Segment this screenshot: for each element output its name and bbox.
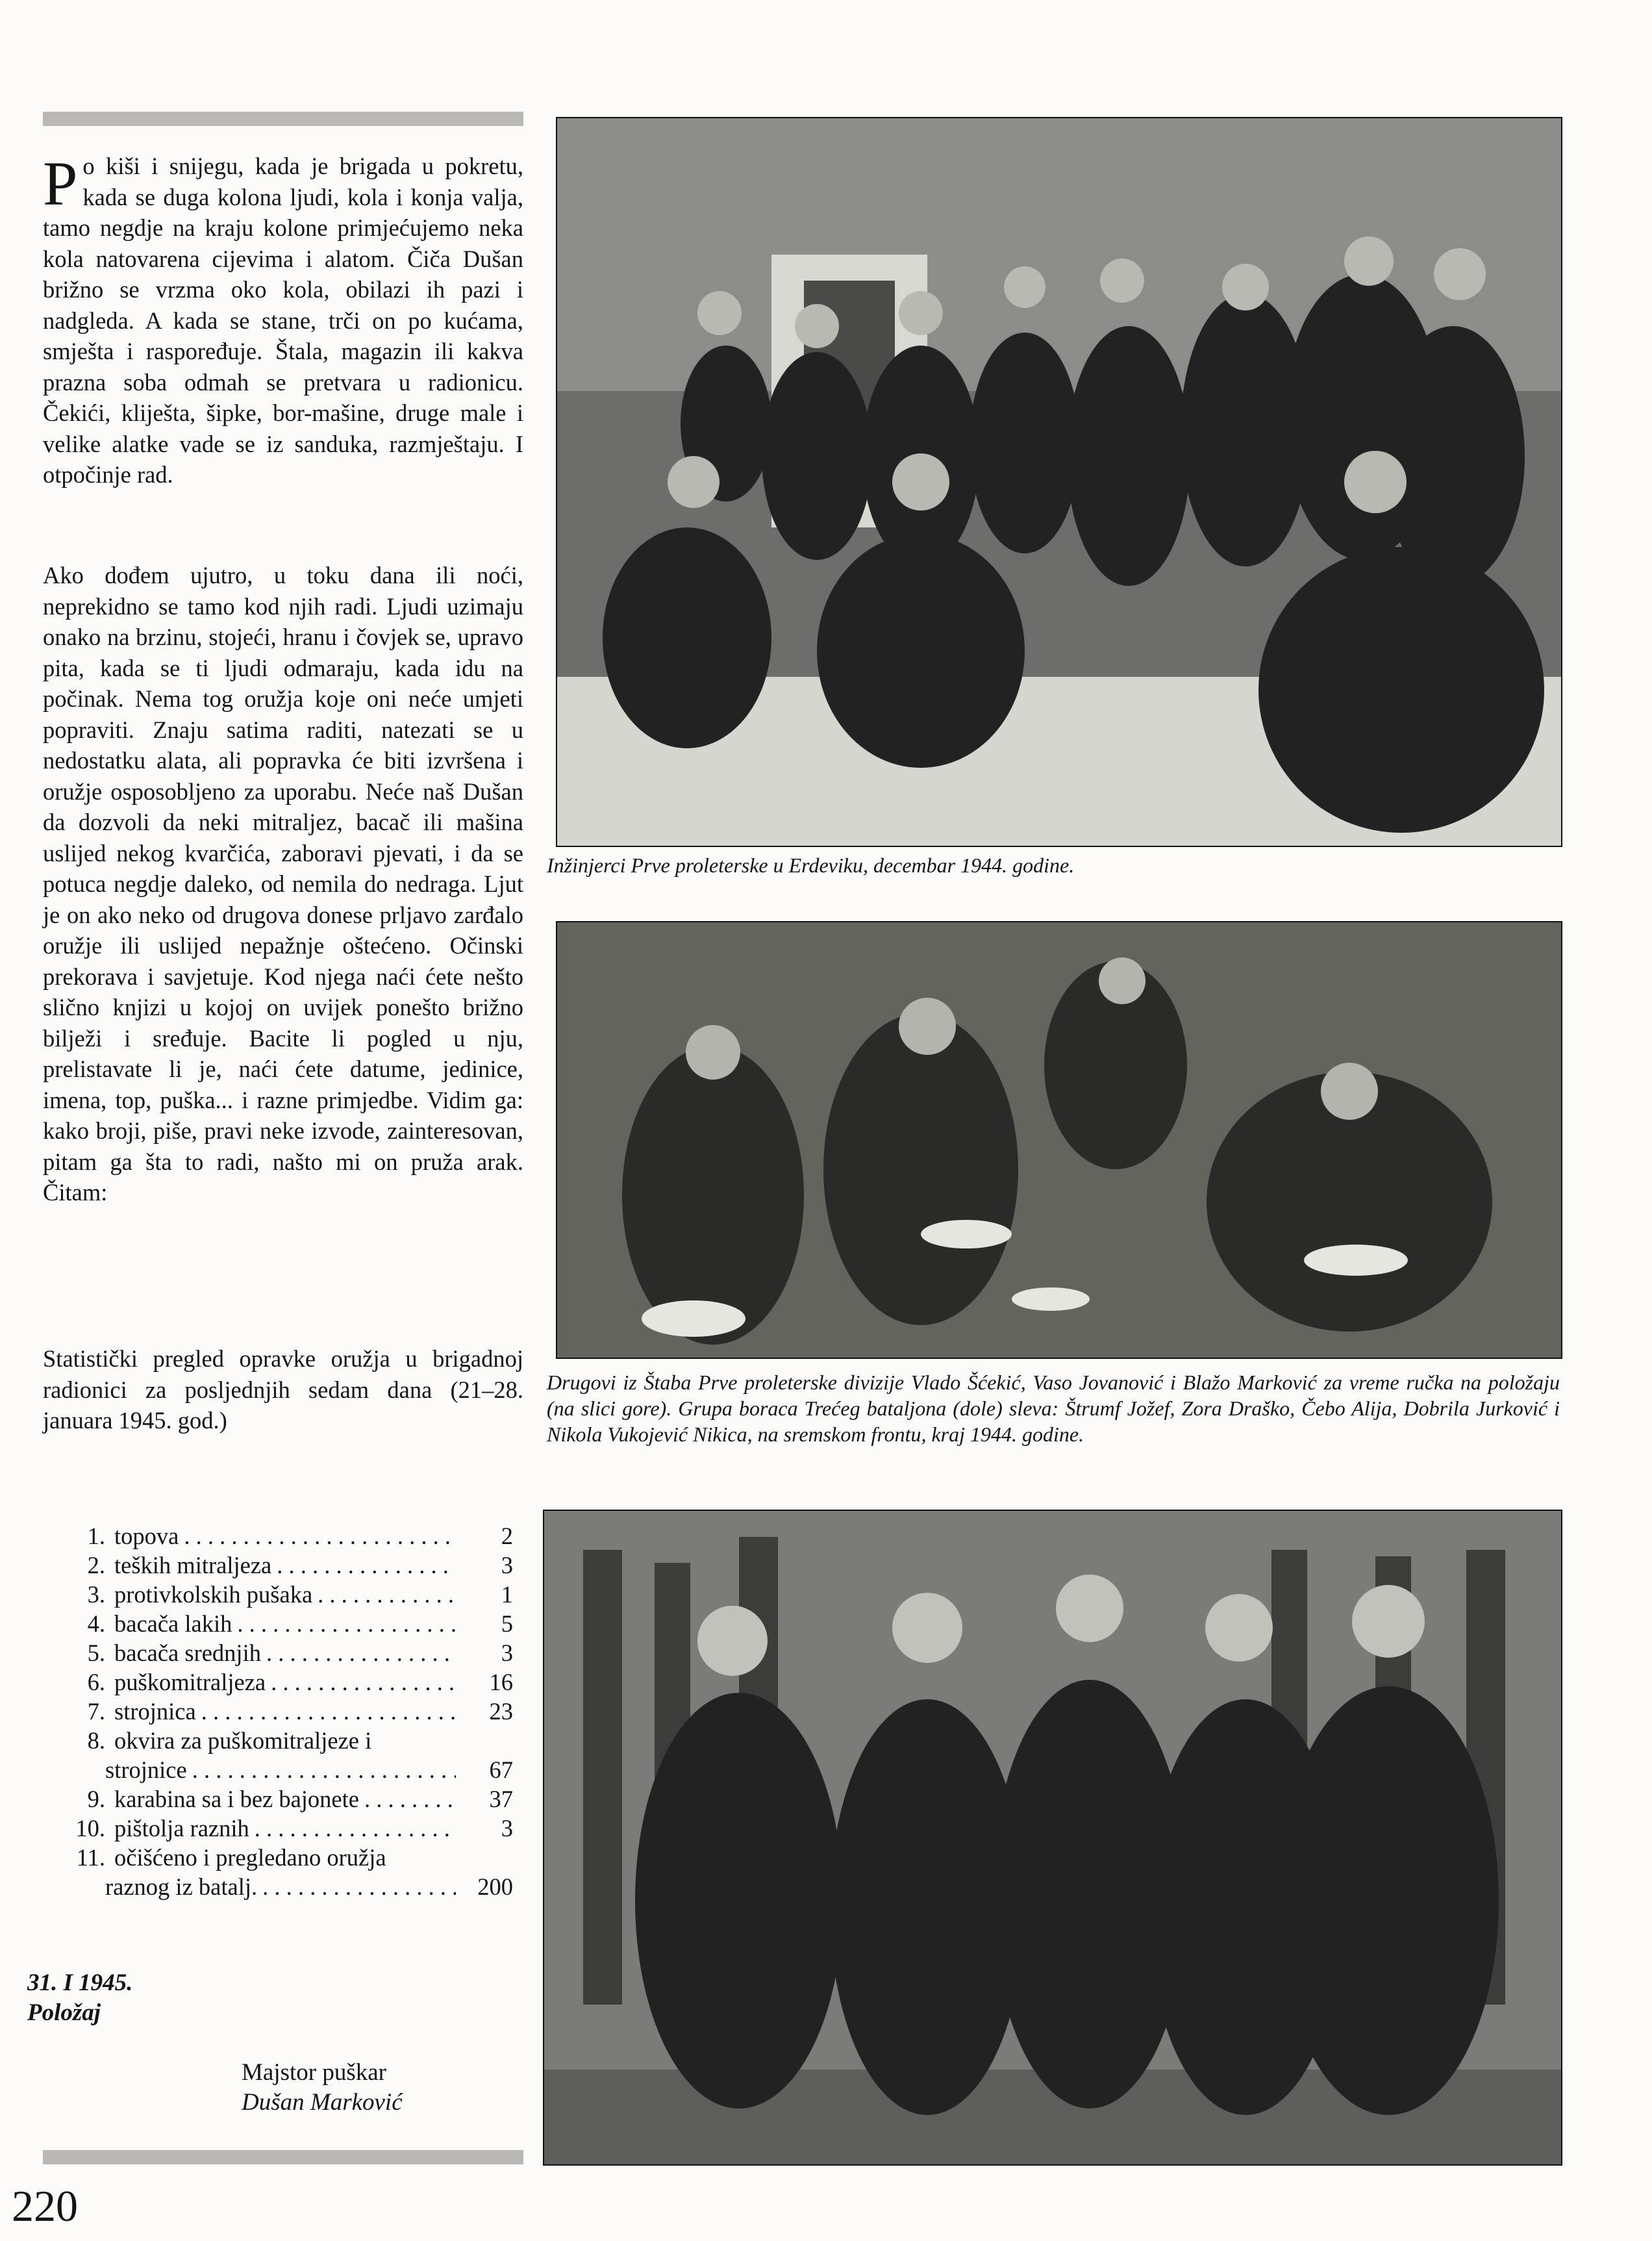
stat-row: 1. topova . . . 2 — [52, 1521, 513, 1551]
stat-row: 10. pištolja raznih . . . 3 — [52, 1814, 513, 1843]
dateline-date: 31. I 1945. — [27, 1969, 133, 1996]
stat-row: 5. bacača srednjih . . . 3 — [52, 1638, 513, 1667]
stat-row: 6. puškomitraljeza . . . 16 — [52, 1667, 513, 1697]
drop-cap: P — [43, 149, 78, 218]
stat-row: 8. okvira za puškomitraljeze i — [87, 1727, 372, 1754]
stat-row: 7. strojnica . . . 23 — [52, 1697, 513, 1726]
signature-title: Majstor puškar — [242, 2059, 386, 2086]
article-paragraph-1 — [43, 151, 523, 490]
dateline — [27, 1968, 132, 2028]
article-paragraph-2: Ako dođem ujutro, u toku dana ili noći, neprekidno se tamo kod njih radi. Ljudi uzimaju onako na brzinu, stojeći, hranu i čovjek se, upravo pita, kada se ti ljudi odmaraju, kada idu na počinak. Nema tog oružja koje oni neće umjeti popraviti. Znaju satima raditi, natezati se u nedostatku alata, ali popravka će biti izvršena i oružje osposobljeno za uporabu. Neće naš Dušan da dozvoli da neki mitraljez, bacač ili mašina uslijed nekog kvarčića, zaboravi pjevati, i da se potuca negdje daleko, od nemila do nedraga. Ljut je on ako neko od drugova donese prljavo zarđalo oružje ili uslijed nepažnje oštećeno. Očinski prekorava i savjetuje. Kod njega naći ćete nešto slično knjizi u kojoj on uvijek ponešto brižno bilježi i sređuje. Bacite li pogled u nju, prelistavate li je, naći ćete datume, jedinice, imena, top, puška... i razne primjedbe. Vidim ga: kako broji, piše, pravi neke izvode, zainteresovan, pitam ga šta to radi, našto mi on pruža arak. Čitam: — [43, 562, 523, 1206]
bottom-rule — [43, 2150, 523, 2164]
paragraph-1-text: o kiši i snijegu, kada je brigada u pokretu, kada se duga kolona ljudi, kola i konja valja, tamo negdje na kraju kolone primjećujemo neka kola natovarena cijevima i alatom. Čiča Dušan brižno se vrzma oko kola, obilazi ih pazi i nadgleda. A kada se stane, trči on po kućama, smješta i raspoređuje. Štala, magazin ili kakva prazna soba odmah se pretvara u radionicu. Čekići, kliješta, šipke, bor-mašine, druge male i velike alatke vade se iz sanduka, razmještaju. I otpočinje rad. — [43, 153, 523, 488]
signature-block — [242, 2058, 403, 2118]
stat-row: 2. teških mitraljeza . . . 3 — [52, 1551, 513, 1580]
photo-battalion-fighters — [543, 1510, 1562, 2166]
photo-engineers-group — [556, 117, 1562, 847]
page-number: 220 — [12, 2181, 78, 2231]
photo-engineers-caption: Inžinjerci Prve proleterske u Erdeviku, decembar 1944. godine. — [547, 854, 1075, 877]
photo-staff-lunch-image — [557, 922, 1561, 1358]
stat-row: 4. bacača lakih . . . 5 — [52, 1609, 513, 1638]
photo-engineers-image — [557, 118, 1561, 846]
stat-row: 9. karabina sa i bez bajonete . . . 37 — [52, 1784, 513, 1814]
photo-staff-caption: Drugovi iz Štaba Prve proleterske divizije Vlado Šćekić, Vaso Jovanović i Blažo Marković za vreme ručka na položaju (na slici gore). Grupa boraca Trećeg bataljona (dole) sleva: Štrumf Jožef, Zora Draško, Čebo Alija, Dobrila Jurković i Nikola Vukojević Nikica, na sremskom frontu, kraj 1944. godine. — [547, 1371, 1560, 1446]
stat-row-continuation: raznog iz batalj. . . . 200 — [52, 1872, 513, 1901]
top-rule — [43, 112, 523, 126]
photo-staff-lunch — [556, 921, 1562, 1359]
photo-battalion-image — [544, 1511, 1561, 2164]
signature-name: Dušan Marković — [242, 2089, 403, 2116]
repair-statistics-list — [52, 1521, 513, 1901]
stat-row-continuation: strojnice . . . 67 — [52, 1755, 513, 1784]
stat-row: 3. protivkolskih pušaka . . . 1 — [52, 1580, 513, 1609]
dateline-place: Položaj — [27, 1999, 101, 2026]
stat-row: 11. očišćeno i pregledano oružja — [76, 1844, 386, 1871]
article-paragraph-3: Statistički pregled opravke oružja u brigadnoj radionici za posljednjih sedam dana (21–28. januara 1945. god.) — [43, 1345, 523, 1434]
